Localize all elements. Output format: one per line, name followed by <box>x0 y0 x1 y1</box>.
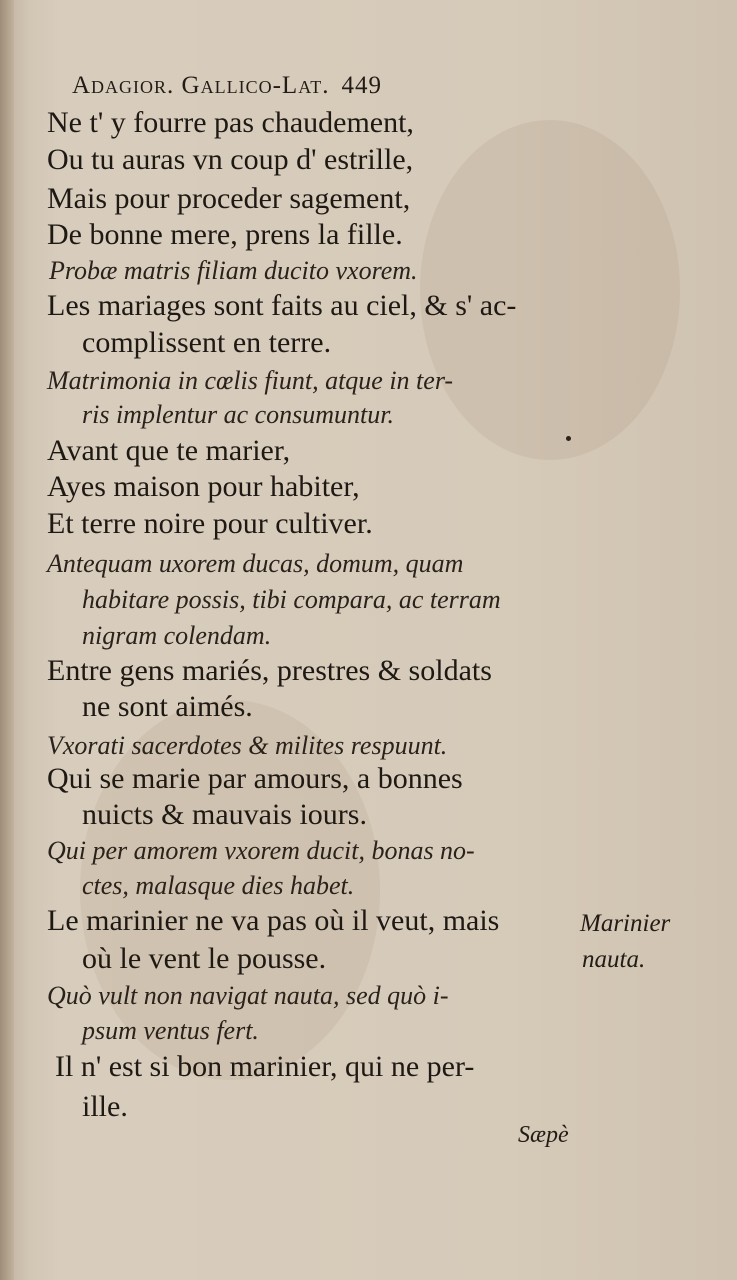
running-header <box>72 66 562 106</box>
latin-line: habitare possis, tibi compara, ac terram <box>82 585 501 614</box>
text-line: De bonne mere, prens la fille. <box>47 218 403 251</box>
catchword: Sæpè <box>518 1122 569 1148</box>
text-line: Avant que te marier, <box>47 434 291 467</box>
margin-note-line1: Marinier <box>580 910 671 937</box>
latin-line: Quò vult non navigat nauta, sed quò i- <box>47 981 449 1010</box>
page-number: 449 <box>341 72 382 99</box>
latin-line: ris implentur ac consumuntur. <box>82 400 394 429</box>
latin-line: nigram colendam. <box>82 621 272 650</box>
text-line: Et terre noire pour cultiver. <box>47 507 373 540</box>
text-line: complissent en terre. <box>82 326 332 359</box>
text-line: Entre gens mariés, prestres & soldats <box>47 654 492 687</box>
ink-speck <box>566 436 571 441</box>
latin-line: psum ventus fert. <box>82 1016 259 1045</box>
text-line: nuicts & mauvais iours. <box>82 798 367 831</box>
latin-line: Qui per amorem vxorem ducit, bonas no- <box>47 836 475 865</box>
text-line: où le vent le pousse. <box>82 942 327 975</box>
text-line: Mais pour proceder sagement, <box>47 182 411 215</box>
text-line: Ayes maison pour habiter, <box>47 470 360 503</box>
text-line: Ou tu auras vn coup d' estrille, <box>47 143 414 176</box>
latin-line: Matrimonia in cœlis fiunt, atque in ter- <box>47 366 454 395</box>
latin-line: ctes, malasque dies habet. <box>82 871 355 900</box>
page-gutter <box>0 0 14 1280</box>
latin-line: Probæ matris filiam ducito vxorem. <box>49 256 418 285</box>
text-line: ille. <box>82 1090 128 1123</box>
latin-line: Antequam uxorem ducas, domum, quam <box>47 549 464 578</box>
text-line: Qui se marie par amours, a bonnes <box>47 762 463 795</box>
text-line: Il n' est si bon marinier, qui ne per- <box>55 1050 475 1083</box>
latin-line: Vxorati sacerdotes & milites respuunt. <box>47 731 448 760</box>
margin-note-line2: nauta. <box>582 946 646 973</box>
text-line: Ne t' y fourre pas chaudement, <box>47 106 414 139</box>
text-line: Le marinier ne va pas où il veut, mais <box>47 904 500 937</box>
text-line: Les mariages sont faits au ciel, & s' ac- <box>47 289 517 322</box>
text-line: ne sont aimés. <box>82 690 253 723</box>
running-title: Adagior. Gallico-Lat. <box>72 72 330 99</box>
